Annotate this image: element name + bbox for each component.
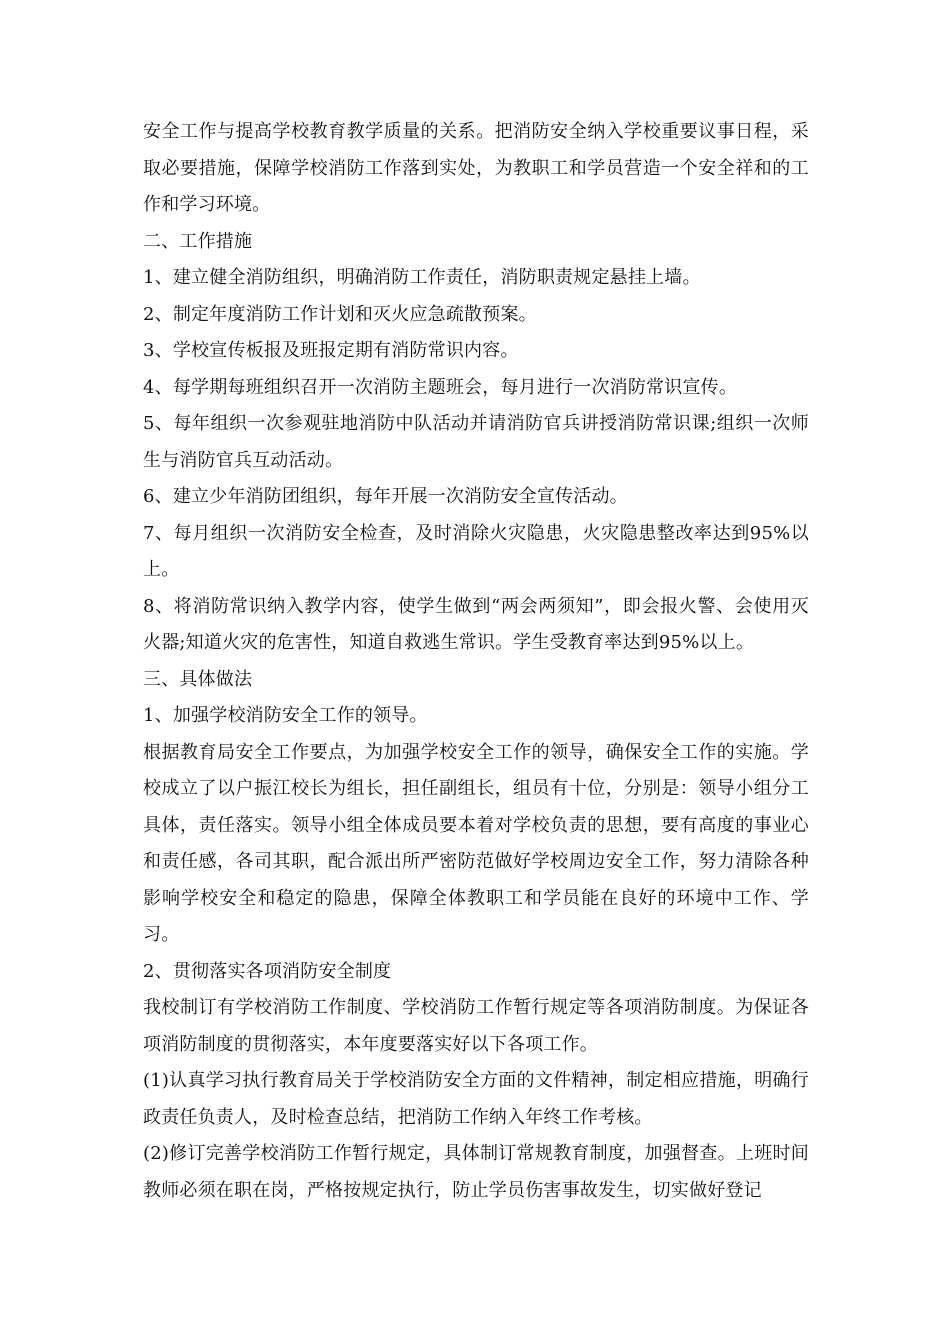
list-item: 4、每学期每班组织召开一次消防主题班会，每月进行一次消防常识宣传。	[143, 376, 738, 398]
paragraph-regulations: 我校制订有学校消防工作制度、学校消防工作暂行规定等各项消防制度。为保证各项消防制度的贯彻落实，本年度要落实好以下各项工作。	[143, 997, 809, 1055]
list-item: (2)修订完善学校消防工作暂行规定，具体制订常规教育制度，加强督查。上班时间教师必须在职在岗，严格按规定执行，防止学员伤害事故发生，切实做好登记	[143, 1143, 809, 1201]
document-body	[143, 114, 809, 1209]
list-item: 5、每年组织一次参观驻地消防中队活动并请消防官兵讲授消防常识课;组织一次师生与消防官兵互动活动。	[143, 413, 809, 471]
section-heading-methods: 三、具体做法	[143, 668, 253, 690]
list-item: 7、每月组织一次消防安全检查，及时消除火灾隐患，火灾隐患整改率达到95%以上。	[143, 522, 809, 580]
paragraph-intro: 安全工作与提高学校教育教学质量的关系。把消防安全纳入学校重要议事日程，采取必要措施，保障学校消防工作落到实处，为教职工和学员营造一个安全祥和的工作和学习环境。	[143, 121, 809, 215]
subheading-regulations: 2、贯彻落实各项消防安全制度	[143, 960, 392, 982]
list-item: 8、将消防常识纳入教学内容，使学生做到“两会两须知”，即会报火警、会使用灭火器;知道火灾的危害性，知道自救逃生常识。学生受教育率达到95%以上。	[143, 595, 809, 653]
paragraph-leadership: 根据教育局安全工作要点，为加强学校安全工作的领导，确保安全工作的实施。学校成立了以户振江校长为组长，担任副组长，组员有十位，分别是：领导小组分工具体，责任落实。领导小组全体成员要本着对学校负责的思想，要有高度的事业心和责任感，各司其职，配合派出所严密防范做好学校周边安全工作，努力清除各种影响学校安全和稳定的隐患，保障全体教职工和学员能在良好的环境中工作、学习。	[143, 741, 809, 945]
list-item: (1)认真学习执行教育局关于学校消防安全方面的文件精神，制定相应措施，明确行政责任负责人，及时检查总结，把消防工作纳入年终工作考核。	[143, 1070, 809, 1128]
list-item: 1、建立健全消防组织，明确消防工作责任，消防职责规定悬挂上墙。	[143, 267, 701, 288]
subheading-leadership: 1、加强学校消防安全工作的领导。	[143, 705, 428, 726]
list-item: 6、建立少年消防团组织，每年开展一次消防安全宣传活动。	[143, 486, 628, 507]
section-heading-measures: 二、工作措施	[143, 230, 253, 252]
list-item: 3、学校宣传板报及班报定期有消防常识内容。	[143, 340, 519, 361]
list-item: 2、制定年度消防工作计划和灭火应急疏散预案。	[143, 303, 537, 325]
